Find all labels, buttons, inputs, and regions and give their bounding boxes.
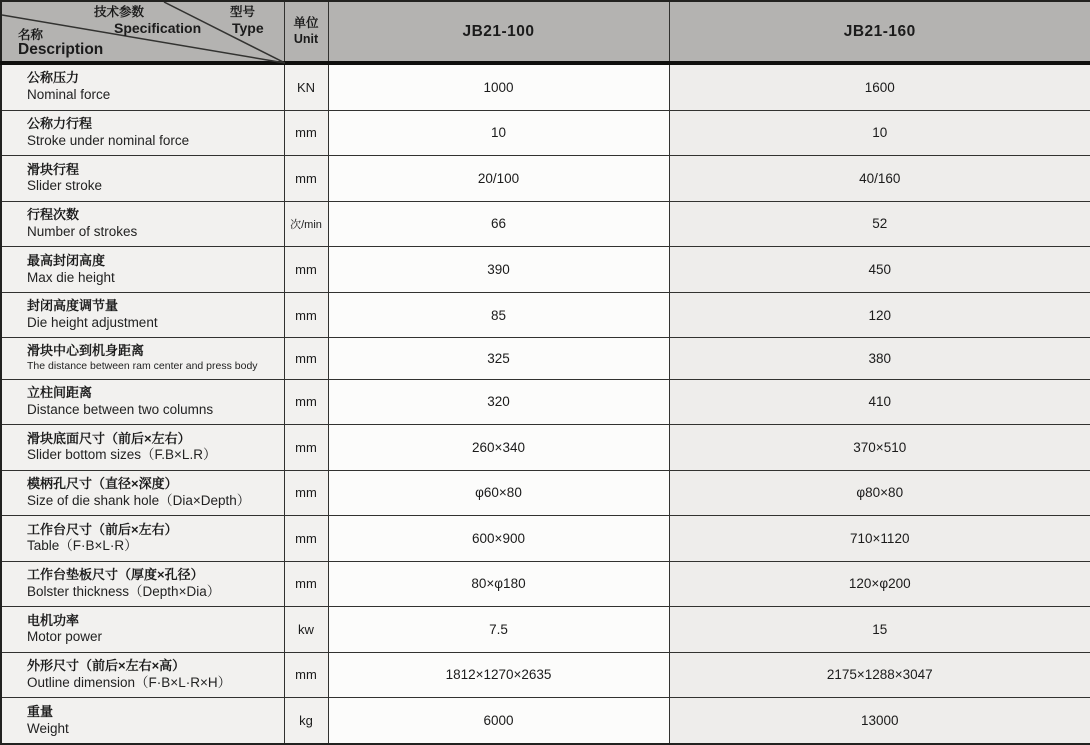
param-name-en: Slider bottom sizes（F.B×L.R） [27, 447, 217, 463]
value-cell-jb21-160: 120 [669, 292, 1090, 338]
unit-cell: 次/min [284, 201, 328, 247]
unit-header-en: Unit [293, 31, 319, 46]
param-name-cell [1, 156, 284, 202]
table-row [1, 247, 1090, 293]
table-row [1, 379, 1090, 425]
unit-cell: mm [284, 652, 328, 698]
unit-cell: kw [284, 607, 328, 653]
table-row [1, 156, 1090, 202]
param-name-en: Outline dimension（F·B×L·R×H） [27, 674, 232, 690]
param-name-zh: 外形尺寸（前后×左右×高） [27, 658, 186, 674]
unit-cell: mm [284, 470, 328, 516]
param-name-en: Stroke under nominal force [27, 132, 190, 148]
param-name-cell [1, 561, 284, 607]
table-row [1, 338, 1090, 379]
value-cell-jb21-100: 20/100 [328, 156, 669, 202]
value-cell-jb21-160: 410 [669, 379, 1090, 425]
param-name-zh: 重量 [27, 703, 54, 719]
corner-type-label-zh: 型号 [230, 5, 256, 19]
unit-column-header [284, 1, 328, 63]
param-name-cell [1, 470, 284, 516]
unit-cell: KN [284, 63, 328, 110]
table-row [1, 292, 1090, 338]
param-name-cell [1, 292, 284, 338]
param-name-cell [1, 201, 284, 247]
corner-name-label-en: Description [18, 41, 104, 58]
param-name-zh: 滑块底面尺寸（前后×左右） [27, 430, 191, 446]
corner-type-label-en: Type [232, 20, 264, 36]
param-name-en: Nominal force [27, 87, 111, 103]
value-cell-jb21-100: 66 [328, 201, 669, 247]
param-name-en: Weight [27, 720, 69, 736]
value-cell-jb21-100: 7.5 [328, 607, 669, 653]
table-row [1, 425, 1090, 471]
unit-cell: mm [284, 292, 328, 338]
param-name-zh: 封闭高度调节量 [27, 298, 119, 314]
table-row [1, 516, 1090, 562]
value-cell-jb21-100: 390 [328, 247, 669, 293]
param-name-zh: 电机功率 [27, 612, 80, 628]
value-cell-jb21-160: 370×510 [669, 425, 1090, 471]
param-name-zh: 公称力行程 [27, 116, 93, 132]
value-cell-jb21-160: 2175×1288×3047 [669, 652, 1090, 698]
param-name-cell [1, 516, 284, 562]
unit-cell: mm [284, 338, 328, 379]
unit-cell: kg [284, 698, 328, 744]
param-name-zh: 行程次数 [27, 207, 80, 223]
param-name-en: Distance between two columns [27, 401, 214, 417]
value-cell-jb21-160: φ80×80 [669, 470, 1090, 516]
value-cell-jb21-100: 10 [328, 110, 669, 156]
value-cell-jb21-100: 325 [328, 338, 669, 379]
param-name-zh: 立柱间距离 [27, 384, 93, 400]
param-name-zh: 模柄孔尺寸（直径×深度） [27, 476, 178, 492]
table-row [1, 63, 1090, 110]
value-cell-jb21-100: 85 [328, 292, 669, 338]
value-cell-jb21-160: 450 [669, 247, 1090, 293]
corner-name-label-zh: 名称 [18, 28, 44, 42]
value-cell-jb21-160: 10 [669, 110, 1090, 156]
param-name-cell [1, 607, 284, 653]
value-cell-jb21-100: φ60×80 [328, 470, 669, 516]
param-name-en: Motor power [27, 629, 103, 645]
param-name-cell [1, 110, 284, 156]
param-name-en: Size of die shank hole（Dia×Depth） [27, 492, 251, 508]
value-cell-jb21-160: 120×φ200 [669, 561, 1090, 607]
table-row [1, 561, 1090, 607]
param-name-zh: 公称压力 [27, 70, 80, 86]
table-row [1, 652, 1090, 698]
value-cell-jb21-100: 1000 [328, 63, 669, 110]
unit-cell: mm [284, 247, 328, 293]
model-header-jb21-100: JB21-100 [328, 1, 669, 63]
table-row [1, 470, 1090, 516]
param-name-en: Max die height [27, 269, 115, 285]
param-name-en: Number of strokes [27, 224, 138, 239]
value-cell-jb21-160: 380 [669, 338, 1090, 379]
unit-header-zh: 单位 [293, 15, 319, 30]
param-name-zh: 工作台垫板尺寸（厚度×孔径） [27, 567, 204, 583]
unit-cell: mm [284, 561, 328, 607]
unit-cell: mm [284, 379, 328, 425]
value-cell-jb21-100: 260×340 [328, 425, 669, 471]
param-name-cell [1, 63, 284, 110]
corner-spec-label-en: Specification [114, 20, 202, 36]
unit-cell: mm [284, 110, 328, 156]
param-name-zh: 工作台尺寸（前后×左右） [27, 521, 178, 537]
value-cell-jb21-160: 13000 [669, 698, 1090, 744]
param-name-zh: 滑块中心到机身距离 [27, 343, 145, 359]
table-row [1, 201, 1090, 247]
value-cell-jb21-100: 6000 [328, 698, 669, 744]
value-cell-jb21-160: 15 [669, 607, 1090, 653]
corner-header-cell [1, 1, 284, 63]
value-cell-jb21-100: 1812×1270×2635 [328, 652, 669, 698]
param-name-cell [1, 247, 284, 293]
table-row [1, 698, 1090, 744]
param-name-cell [1, 652, 284, 698]
unit-cell: mm [284, 516, 328, 562]
param-name-cell [1, 698, 284, 744]
param-name-en: Table（F·B×L·R） [27, 538, 138, 554]
table-body [1, 63, 1090, 744]
param-name-en: The distance between ram center and press body [27, 360, 258, 373]
table-row [1, 607, 1090, 653]
unit-cell: mm [284, 156, 328, 202]
value-cell-jb21-160: 710×1120 [669, 516, 1090, 562]
param-name-en: Slider stroke [27, 178, 103, 194]
header-row [1, 1, 1090, 63]
param-name-cell [1, 425, 284, 471]
value-cell-jb21-100: 320 [328, 379, 669, 425]
param-name-zh: 滑块行程 [27, 161, 80, 177]
param-name-en: Bolster thickness（Depth×Dia） [27, 583, 221, 599]
param-name-en: Die height adjustment [27, 315, 158, 331]
value-cell-jb21-100: 80×φ180 [328, 561, 669, 607]
value-cell-jb21-100: 600×900 [328, 516, 669, 562]
value-cell-jb21-160: 1600 [669, 63, 1090, 110]
value-cell-jb21-160: 52 [669, 201, 1090, 247]
param-name-cell [1, 338, 284, 379]
corner-spec-label-zh: 技术参数 [94, 5, 145, 19]
table-row [1, 110, 1090, 156]
param-name-cell [1, 379, 284, 425]
value-cell-jb21-160: 40/160 [669, 156, 1090, 202]
param-name-zh: 最高封闭高度 [27, 252, 106, 268]
unit-cell: mm [284, 425, 328, 471]
model-header-jb21-160: JB21-160 [669, 1, 1090, 63]
